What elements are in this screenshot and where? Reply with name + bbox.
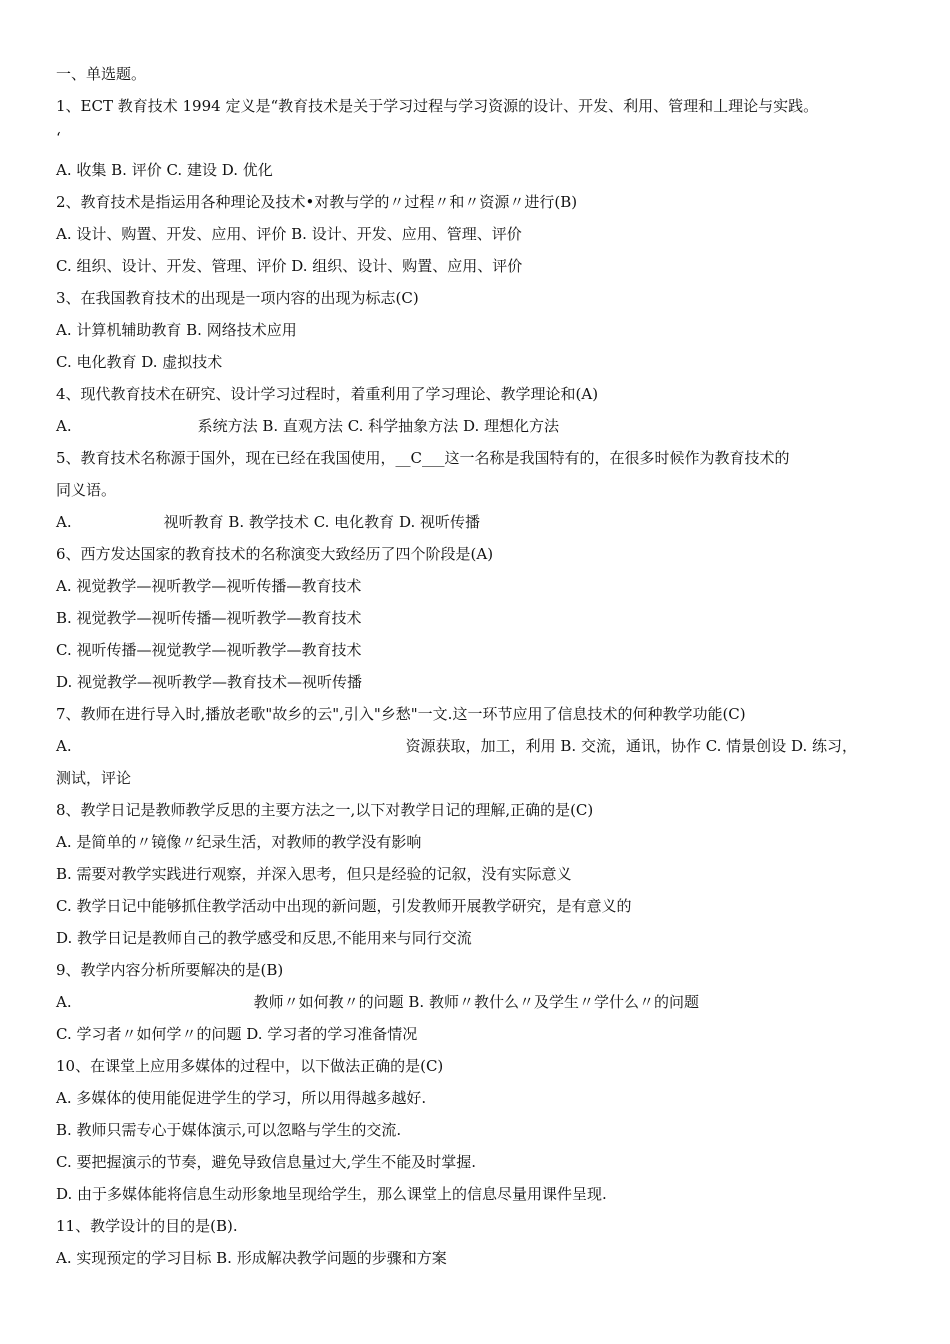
- question-8-option-c: C. 教学日记中能够抓住教学活动中出现的新问题，引发教师开展教学研究，是有意义的: [56, 897, 632, 915]
- question-9-options-cd: C. 学习者〃如何学〃的问题 D. 学习者的学习准备情况: [56, 1025, 418, 1043]
- option-label: A.: [56, 417, 72, 435]
- question-5: 5、教育技术名称源于国外，现在已经在我国使用，__C___这一名称是我国特有的，在很多时候作为教育技术的: [56, 449, 790, 467]
- option-text: 教师〃如何教〃的问题 B. 教师〃教什么〃及学生〃学什么〃的问题: [253, 993, 699, 1011]
- question-10-option-c: C. 要把握演示的节奏，避免导致信息量过大,学生不能及时掌握.: [56, 1153, 477, 1171]
- question-5-options: [56, 512, 910, 532]
- question-7-options: [56, 736, 910, 756]
- question-6-option-a: A. 视觉教学—视听教学—视听传播—教育技术: [56, 577, 362, 595]
- option-text: 视听教育 B. 教学技术 C. 电化教育 D. 视听传播: [163, 513, 480, 531]
- question-7: 7、教师在进行导入时,播放老歌"故乡的云",引入"乡愁"一文.这一环节应用了信息技术的何种教学功能(C): [56, 705, 746, 723]
- question-3: 3、在我国教育技术的出现是一项内容的出现为标志(C): [56, 289, 419, 307]
- question-10-option-b: B. 教师只需专心于媒体演示,可以忽略与学生的交流.: [56, 1121, 402, 1139]
- question-3-options-cd: C. 电化教育 D. 虚拟技术: [56, 353, 223, 371]
- question-8: 8、教学日记是教师教学反思的主要方法之一,以下对教学日记的理解,正确的是(C): [56, 801, 594, 819]
- question-3-options-ab: A. 计算机辅助教育 B. 网络技术应用: [56, 321, 297, 339]
- question-6-option-d: D. 视觉教学—视听教学—教育技术—视听传播: [56, 673, 363, 691]
- question-9: 9、教学内容分析所要解决的是(B): [56, 961, 284, 979]
- question-1: 1、ECT 教育技术 1994 定义是“教育技术是关于学习过程与学习资源的设计、开发、利用、管理和丄理论与实践。: [56, 97, 819, 115]
- question-7-options-continued: 测试，评论: [56, 769, 132, 787]
- option-label: A.: [56, 993, 72, 1011]
- option-label: A.: [56, 513, 72, 531]
- stray-mark: ‘: [56, 129, 61, 147]
- option-text: 系统方法 B. 直观方法 C. 科学抽象方法 D. 理想化方法: [197, 417, 559, 435]
- question-2-options-ab: A. 设计、购置、开发、应用、评价 B. 设计、开发、应用、管理、评价: [56, 225, 522, 243]
- question-6: 6、西方发达国家的教育技术的名称演变大致经历了四个阶段是(A): [56, 545, 494, 563]
- question-8-option-d: D. 教学日记是教师自己的教学感受和反思,不能用来与同行交流: [56, 929, 472, 947]
- question-4: 4、现代教育技术在研究、设计学习过程时，着重利用了学习理论、教学理论和(A): [56, 385, 599, 403]
- question-10-option-d: D. 由于多媒体能将信息生动形象地呈现给学生，那么课堂上的信息尽量用课件呈现.: [56, 1185, 607, 1203]
- question-1-options: A. 收集 B. 评价 C. 建设 D. 优化: [56, 161, 273, 179]
- question-2: 2、教育技术是指运用各种理论及技术•对教与学的〃过程〃和〃资源〃进行(B): [56, 193, 578, 211]
- section-heading: 一、单选题。: [56, 65, 147, 83]
- question-8-option-a: A. 是简单的〃镜像〃纪录生活，对教师的教学没有影响: [56, 833, 422, 851]
- option-text: 资源获取，加工，利用 B. 交流，通讯，协作 C. 情景创设 D. 练习，: [405, 737, 857, 755]
- question-4-options: [56, 416, 910, 436]
- question-6-option-b: B. 视觉教学—视听传播—视听教学—教育技术: [56, 609, 362, 627]
- question-6-option-c: C. 视听传播—视觉教学—视听教学—教育技术: [56, 641, 362, 659]
- question-10: 10、在课堂上应用多媒体的过程中，以下做法正确的是(C): [56, 1057, 444, 1075]
- question-11: 11、教学设计的目的是(B).: [56, 1217, 238, 1235]
- question-11-options-ab: A. 实现预定的学习目标 B. 形成解决教学问题的步骤和方案: [56, 1249, 447, 1267]
- question-5-continued: 同义语。: [56, 481, 117, 499]
- question-10-option-a: A. 多媒体的使用能促进学生的学习，所以用得越多越好.: [56, 1089, 427, 1107]
- question-8-option-b: B. 需要对教学实践进行观察，并深入思考，但只是经验的记叙，没有实际意义: [56, 865, 572, 883]
- question-2-options-cd: C. 组织、设计、开发、管理、评价 D. 组织、设计、购置、应用、评价: [56, 257, 523, 275]
- option-label: A.: [56, 737, 72, 755]
- question-9-options-ab: [56, 992, 910, 1012]
